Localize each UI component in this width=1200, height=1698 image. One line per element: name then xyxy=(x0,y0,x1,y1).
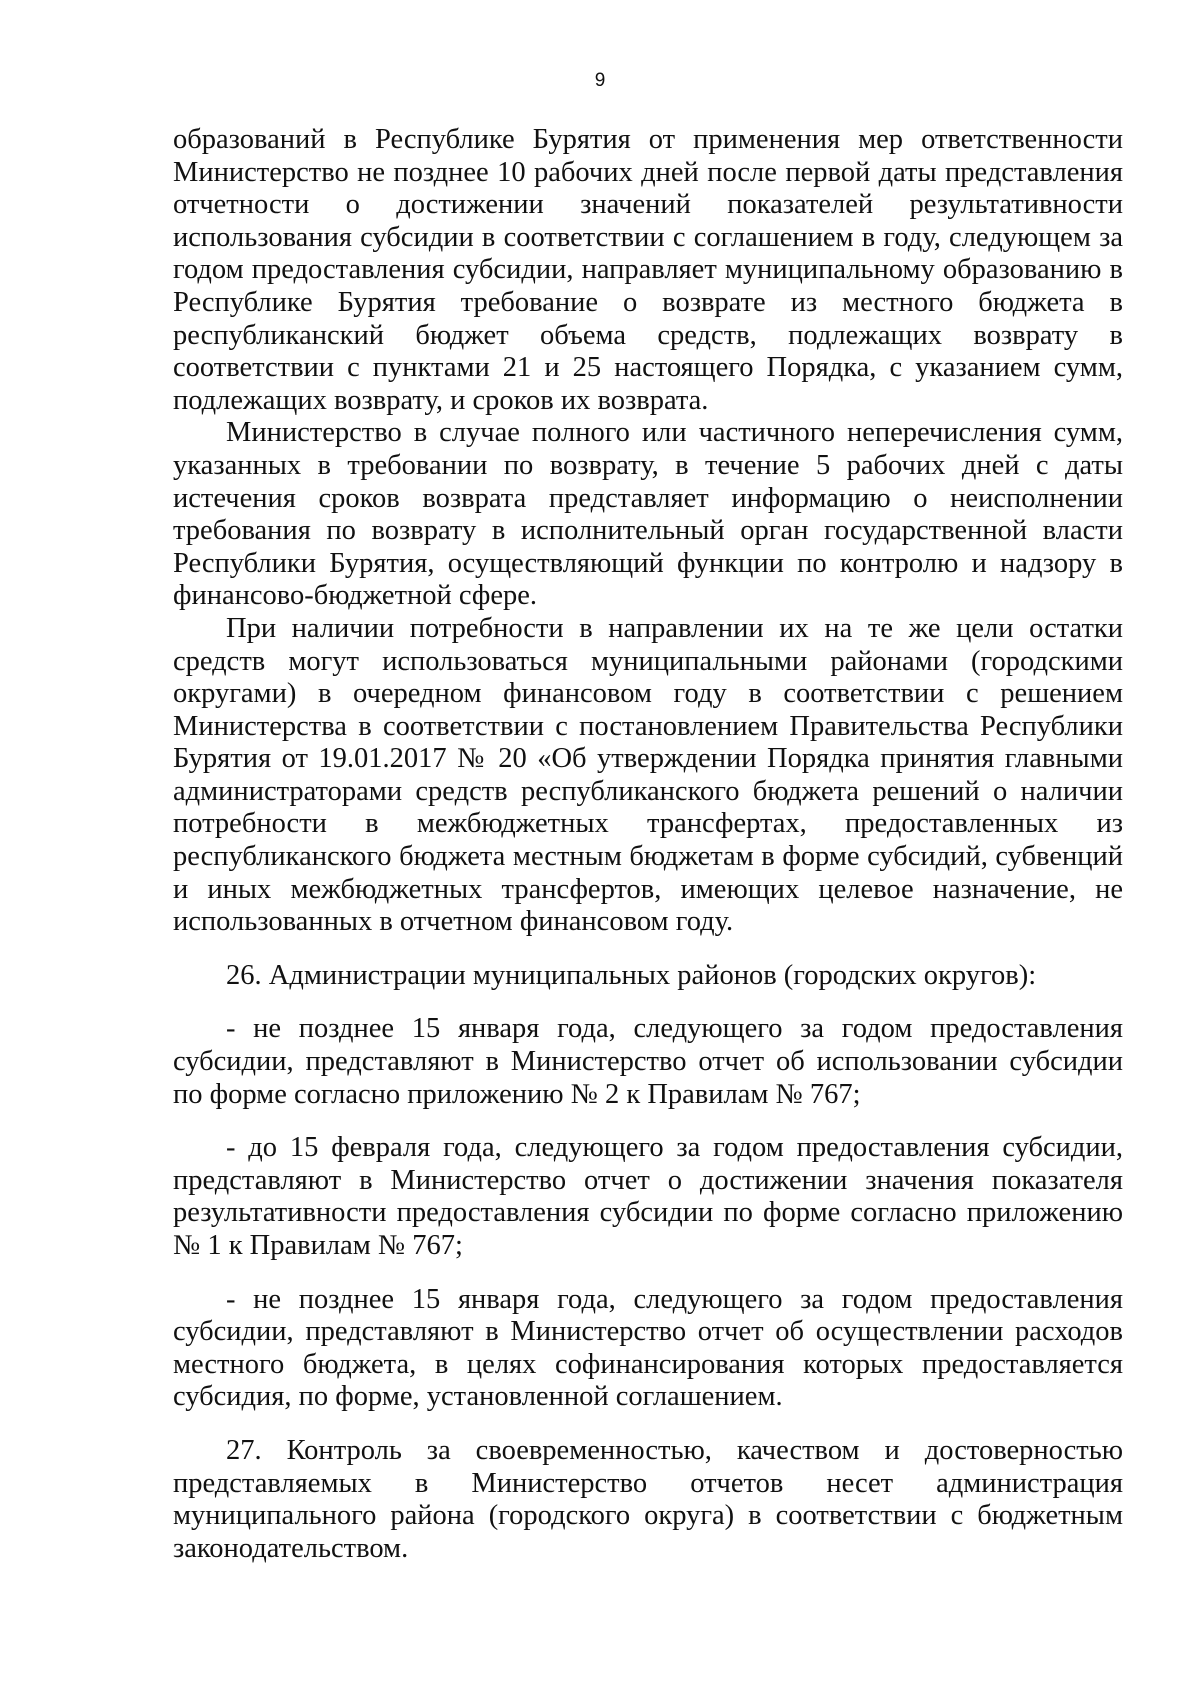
paragraph-clause-26: 26. Администрации муниципальных районов (городских округов): xyxy=(226,959,1037,991)
paragraph-continuation: образований в Республике Бурятия от применения мер ответственности Министерство не позднее 10 рабочих дней после первой даты представления отчетности о достижении значений показателей результативности использования субсидии в соответствии с соглашением в году, следующем за годом предоставления субсидии, направляет муниципальному образованию в Республике Бурятия требование о возврате из местного бюджета в республиканский бюджет объема средств, подлежащих возврату в соответствии с пунктами 21 и 25 настоящего Порядка, с указанием сумм, подлежащих возврату, и сроков их возврата. xyxy=(173,124,1123,416)
page-number: 9 xyxy=(594,70,606,91)
list-item-performance-report: - до 15 февраля года, следующего за годом предоставления субсидии, представляют в Министерство отчет о достижении значения показателя результативности предоставления субсидии по форме согласно приложению № 1 к Правилам № 767; xyxy=(173,1132,1123,1261)
paragraph-non-transfer: Министерство в случае полного или частичного неперечисления сумм, указанных в требовании по возврату, в течение 5 рабочих дней с даты истечения сроков возврата представляет информацию о неисполнении требования по возврату в исполнительный орган государственной власти Республики Бурятия, осуществляющий функции по контролю и надзору в финансово-бюджетной сфере. xyxy=(173,417,1123,612)
paragraph-remaining-funds: При наличии потребности в направлении их на те же цели остатки средств могут использоваться муниципальными районами (городскими округами) в очередном финансовом году в соответствии с решением Министерства в соответствии с постановлением Правительства Республики Бурятия от 19.01.2017 № 20 «Об утверждении Порядка принятия главными администраторами средств республиканского бюджета решений о наличии потребности в межбюджетных трансфертах, предоставленных из республиканского бюджета местным бюджетам в форме субсидий, субвенций и иных межбюджетных трансфертов, имеющих целевое назначение, не использованных в отчетном финансовом году. xyxy=(173,612,1123,938)
list-item-usage-report: - не позднее 15 января года, следующего за годом предоставления субсидии, представляют в Министерство отчет об использовании субсидии по форме согласно приложению № 2 к Правилам № 767; xyxy=(173,1013,1123,1110)
document-body xyxy=(173,124,1123,1565)
paragraph-clause-27: 27. Контроль за своевременностью, качеством и достоверностью представляемых в Министерство отчетов несет администрация муниципального района (городского округа) в соответствии с бюджетным законодательством. xyxy=(173,1434,1123,1564)
list-item-expenses-report: - не позднее 15 января года, следующего за годом предоставления субсидии, представляют в Министерство отчет об осуществлении расходов местного бюджета, в целях софинансирования которых предоставляется субсидия, по форме, установленной соглашением. xyxy=(173,1283,1123,1413)
